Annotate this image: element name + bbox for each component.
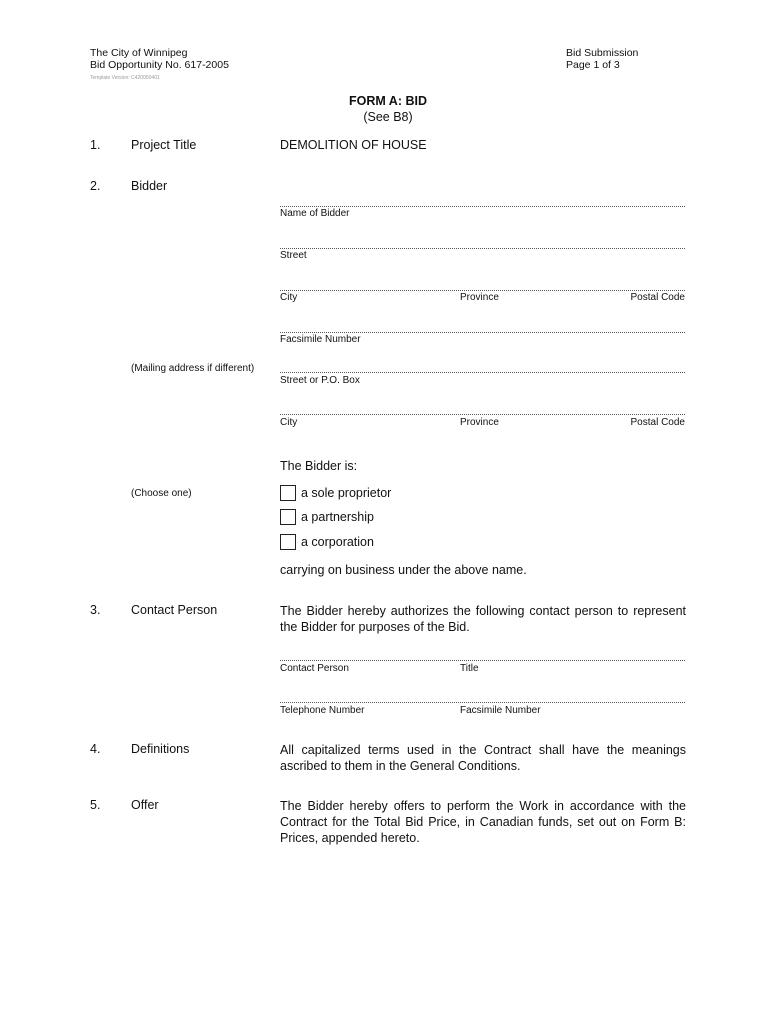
section-2-label: Bidder [131, 179, 168, 193]
carrying-on-business-text: carrying on business under the above name. [280, 563, 527, 577]
name-of-bidder-line[interactable] [280, 206, 685, 207]
mailing-city-label: City [280, 417, 298, 428]
contact-facsimile-label: Facsimile Number [460, 705, 541, 716]
mailing-city-line[interactable] [280, 414, 685, 415]
sole-proprietor-checkbox[interactable] [280, 485, 296, 501]
section-1-label: Project Title [131, 138, 197, 152]
header-right [566, 47, 638, 71]
name-of-bidder-label: Name of Bidder [280, 208, 350, 219]
section-5-number: 5. [90, 798, 101, 812]
telephone-number-label: Telephone Number [280, 705, 365, 716]
province-label: Province [460, 292, 499, 303]
street-po-box-label: Street or P.O. Box [280, 375, 360, 386]
choose-one-note: (Choose one) [131, 488, 192, 499]
section-4-label: Definitions [131, 742, 190, 756]
project-title-value: DEMOLITION OF HOUSE [280, 138, 427, 152]
partnership-checkbox[interactable] [280, 509, 296, 525]
section-2-number: 2. [90, 179, 101, 193]
street-line[interactable] [280, 248, 685, 249]
postal-code-label: Postal Code [630, 292, 685, 303]
facsimile-label: Facsimile Number [280, 334, 361, 345]
facsimile-line[interactable] [280, 332, 685, 333]
form-subtitle: (See B8) [363, 110, 413, 124]
form-title: FORM A: BID [349, 94, 427, 108]
mailing-postal-code-label: Postal Code [630, 417, 685, 428]
section-1-number: 1. [90, 138, 101, 152]
city-province-postal-line[interactable] [280, 290, 685, 291]
city-label: City [280, 292, 298, 303]
offer-text: The Bidder hereby offers to perform the Work in accordance with the Contract for the Total Bid Price, in Canadian funds, set out on Form B: Prices, appended hereto. [280, 799, 686, 845]
definitions-text: All capitalized terms used in the Contract shall have the meanings ascribed to them in the General Conditions. [280, 743, 686, 773]
city-name: The City of Winnipeg [90, 47, 188, 59]
partnership-label: a partnership [301, 510, 374, 524]
section-5-label: Offer [131, 798, 159, 812]
street-label: Street [280, 250, 307, 261]
bidder-is-text: The Bidder is: [280, 459, 358, 473]
corporation-checkbox[interactable] [280, 534, 296, 550]
contact-person-text: The Bidder hereby authorizes the following contact person to represent the Bidder for purposes of the Bid. [280, 604, 686, 634]
sole-proprietor-label: a sole proprietor [301, 486, 392, 500]
form-title-block [0, 94, 770, 124]
section-3-number: 3. [90, 603, 101, 617]
header-left [90, 47, 229, 71]
bid-submission-label: Bid Submission [566, 47, 639, 59]
mailing-address-note: (Mailing address if different) [131, 363, 255, 374]
section-4-number: 4. [90, 742, 101, 756]
corporation-label: a corporation [301, 535, 374, 549]
template-version: Template Version: C420050401 [90, 75, 160, 81]
mailing-province-label: Province [460, 417, 499, 428]
street-po-box-line[interactable] [280, 372, 685, 373]
title-field-label: Title [460, 663, 479, 674]
bid-opportunity-number: Bid Opportunity No. 617-2005 [90, 59, 229, 71]
contact-person-field-label: Contact Person [280, 663, 349, 674]
section-3-label: Contact Person [131, 603, 218, 617]
contact-person-line[interactable] [280, 660, 685, 661]
page-number: Page 1 of 3 [566, 59, 620, 71]
telephone-facsimile-line[interactable] [280, 702, 685, 703]
